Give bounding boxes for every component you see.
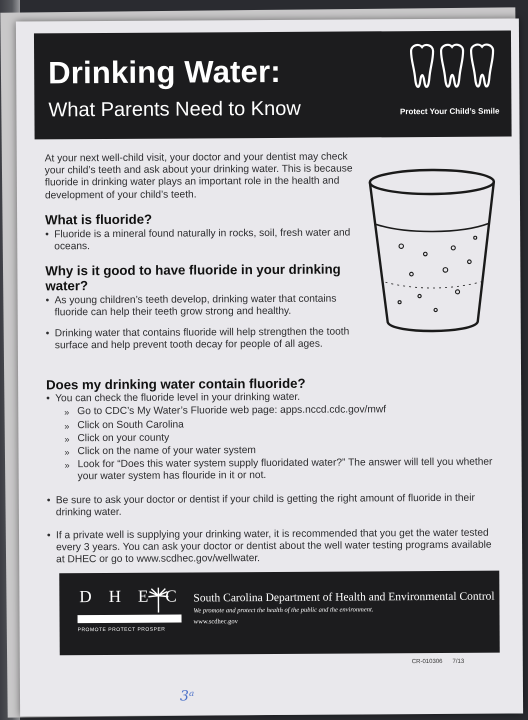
heading-does-water-contain-fluoride: Does my drinking water contain fluoride? <box>46 375 306 393</box>
document-code <box>412 659 464 665</box>
list-item: • As young children’s teeth develop, drinking water that contains fluoride can help their teeth grow strong and healthy. <box>46 294 356 320</box>
water-glass-illustration <box>357 162 508 338</box>
steps-list <box>55 404 501 484</box>
check-level-text: You can check the fluoride level in your drinking water. <box>55 392 301 405</box>
heading-what-is-fluoride: What is fluoride? <box>45 211 153 228</box>
lower-section <box>46 377 502 578</box>
heading-why-fluoride: Why is it good to have fluoride in your drinking water? <box>45 261 341 294</box>
why-list <box>46 294 356 353</box>
list-item: • Be sure to ask your doctor or dentist if your child is getting the right amount of fluoride in their drinking water. <box>47 492 502 519</box>
dhec-logo-tagline: PROMOTE PROTECT PROSPER <box>77 626 166 634</box>
intro-paragraph: At your next well-child visit, your doctor and your dentist may check your child’s teeth and ask about your drinking water. This is because fluoride in drinking water plays an important role in the health and development of your child’s teeth. <box>44 151 353 201</box>
palmetto-tree-icon <box>145 587 171 613</box>
organization-motto: We promote and protect the health of the public and the environment. <box>193 606 374 615</box>
doc-date: 7/13 <box>452 658 465 665</box>
flyer-page <box>16 18 523 716</box>
dhec-logo-letters: DHEC <box>79 586 194 607</box>
page-title: Drinking Water: <box>48 53 281 91</box>
tagline: Protect Your Child’s Smile <box>399 106 500 117</box>
footer-banner <box>59 571 499 656</box>
list-item: • Fluoride is a mineral found naturally in rocks, soil, fresh water and oceans. <box>45 227 355 253</box>
step-item: » Go to CDC’s My Water’s Fluoride web page: apps.nccd.cdc.gov/mwf <box>55 404 501 419</box>
what-list <box>45 227 355 253</box>
step-item: » Click on your county <box>55 430 501 445</box>
organization-name: South Carolina Department of Health and Environmental Control <box>193 590 495 605</box>
title-banner <box>34 31 512 140</box>
list-item <box>46 391 502 484</box>
page-subtitle: What Parents Need to Know <box>48 97 301 122</box>
divider <box>78 615 182 624</box>
doc-number: CR-010306 <box>411 658 443 666</box>
step-item: » Click on the name of your water system <box>55 444 501 459</box>
website-url: www.scdhec.gov <box>193 618 238 626</box>
step-item: » Look for “Does this water system supply fluoridated water?” The answer will tell you whether your water system has flouride in it or not. <box>56 457 502 484</box>
step-item: » Click on South Carolina <box>55 417 501 432</box>
handwritten-mark: 3ᵃ <box>179 688 195 705</box>
upper-column <box>45 151 356 362</box>
does-list <box>46 391 502 567</box>
tooth-icon <box>407 43 497 92</box>
list-item: • Drinking water that contains fluoride will help strengthen the tooth surface and help prevent tooth decay for people of all ages. <box>46 326 356 352</box>
dhec-logo <box>75 585 194 642</box>
list-item: • If a private well is supplying your drinking water, it is recommended that you get the water tested every 3 years. You can ask your doctor or dentist about the well water testing programs available at DHEC or go to www.scdhec.gov/wellwater. <box>47 528 502 567</box>
